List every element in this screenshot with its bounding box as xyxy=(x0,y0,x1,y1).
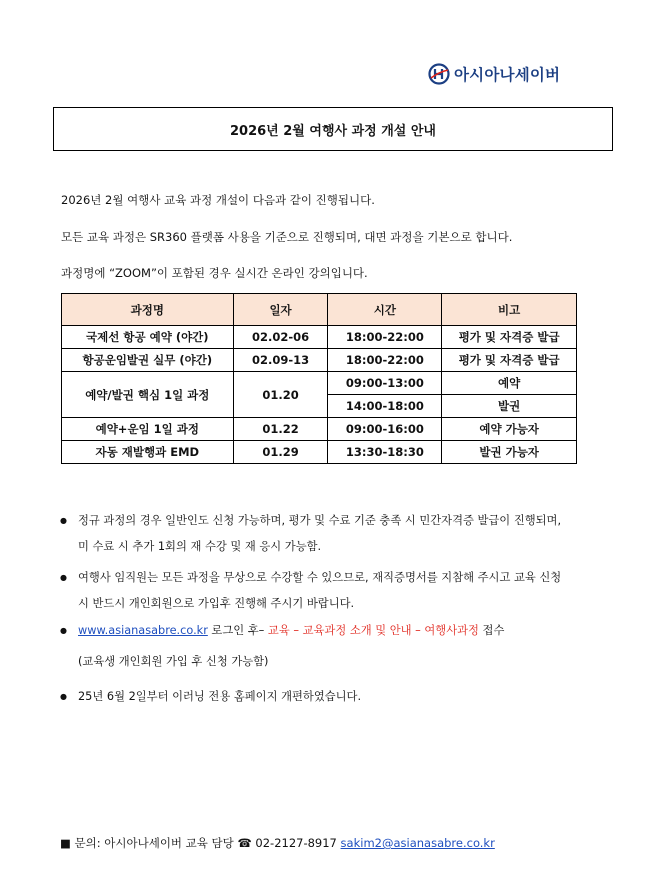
logo-text: 아시아나세이버 xyxy=(454,66,561,84)
course-name: 국제선 항공 예약 (야간) xyxy=(62,326,234,349)
table-row xyxy=(62,418,577,441)
table-row xyxy=(62,349,577,372)
brand-logo xyxy=(428,63,560,85)
bullet-icon: ● xyxy=(60,626,67,635)
bullet-icon: ● xyxy=(60,573,67,582)
contact-footer xyxy=(60,835,495,851)
note-3-end: 접수 xyxy=(478,624,505,637)
course-date: 01.20 xyxy=(233,372,328,418)
note-2-line-2: 시 반드시 개인회원으로 가입후 진행해 주시기 바랍니다. xyxy=(78,597,355,610)
menu-path: 교육 – 교육과정 소개 및 안내 – 여행사과정 xyxy=(267,624,479,637)
note-3-mid: 로그인 후– xyxy=(207,624,268,637)
table-row xyxy=(62,326,577,349)
course-note: 발권 가능자 xyxy=(442,441,577,464)
intro-line-3: 과정명에 “ZOOM”이 포함된 경우 실시간 온라인 강의입니다. xyxy=(61,266,368,280)
header-note: 비고 xyxy=(442,294,577,326)
course-name: 예약+운임 1일 과정 xyxy=(62,418,234,441)
note-1-line-1: 정규 과정의 경우 일반인도 신청 가능하며, 평가 및 수료 기준 충족 시 민간자격증 발급이 진행되며, xyxy=(78,514,562,527)
course-name: 예약/발권 핵심 1일 과정 xyxy=(62,372,234,418)
note-2-line-1: 여행사 임직원는 모든 과정을 무상으로 수강할 수 있으므로, 재직증명서를 지참해 주시고 교육 신청 xyxy=(78,571,562,584)
course-time: 09:00-13:00 xyxy=(328,372,442,395)
table-header-row xyxy=(62,294,577,326)
course-time: 13:30-18:30 xyxy=(328,441,442,464)
bullet-icon: ● xyxy=(60,692,67,701)
website-link[interactable]: www.asianasabre.co.kr xyxy=(78,624,208,637)
contact-label: ■ 문의: 아시아나세이버 교육 담당 ☎ 02-2127-8917 xyxy=(60,836,341,850)
course-time: 09:00-16:00 xyxy=(328,418,442,441)
course-note: 예약 가능자 xyxy=(442,418,577,441)
intro-line-1: 2026년 2월 여행사 교육 과정 개설이 다음과 같이 진행됩니다. xyxy=(61,193,375,207)
course-note: 평가 및 자격증 발급 xyxy=(442,326,577,349)
course-date: 02.02-06 xyxy=(233,326,328,349)
note-4-text: 25년 6월 2일부터 이러닝 전용 홈페이지 개편하였습니다. xyxy=(78,690,362,703)
note-1-line-2: 미 수료 시 추가 1회의 재 수강 및 재 응시 가능함. xyxy=(78,540,322,553)
course-note: 예약 xyxy=(442,372,577,395)
course-name: 자동 재발행과 EMD xyxy=(62,441,234,464)
intro-line-2: 모든 교육 과정은 SR360 플랫폼 사용을 기준으로 진행되며, 대면 과정을 기본으로 합니다. xyxy=(61,230,513,244)
header-course: 과정명 xyxy=(62,294,234,326)
note-3-sub: (교육생 개인회원 가입 후 신청 가능함) xyxy=(78,655,269,668)
table-row xyxy=(62,441,577,464)
asiana-sabre-logo-icon xyxy=(428,63,450,85)
table-row xyxy=(62,372,577,395)
course-time: 18:00-22:00 xyxy=(328,349,442,372)
course-date: 02.09-13 xyxy=(233,349,328,372)
document-title: 2026년 2월 여행사 과정 개설 안내 xyxy=(53,107,613,151)
course-time: 14:00-18:00 xyxy=(328,395,442,418)
course-schedule-table xyxy=(61,293,577,464)
course-time: 18:00-22:00 xyxy=(328,326,442,349)
course-note: 평가 및 자격증 발급 xyxy=(442,349,577,372)
course-note: 발권 xyxy=(442,395,577,418)
bullet-icon: ● xyxy=(60,516,67,525)
course-date: 01.29 xyxy=(233,441,328,464)
header-time: 시간 xyxy=(328,294,442,326)
course-date: 01.22 xyxy=(233,418,328,441)
contact-email-link[interactable]: sakim2@asianasabre.co.kr xyxy=(340,836,495,850)
course-name: 항공운임발권 실무 (야간) xyxy=(62,349,234,372)
header-date: 일자 xyxy=(233,294,328,326)
